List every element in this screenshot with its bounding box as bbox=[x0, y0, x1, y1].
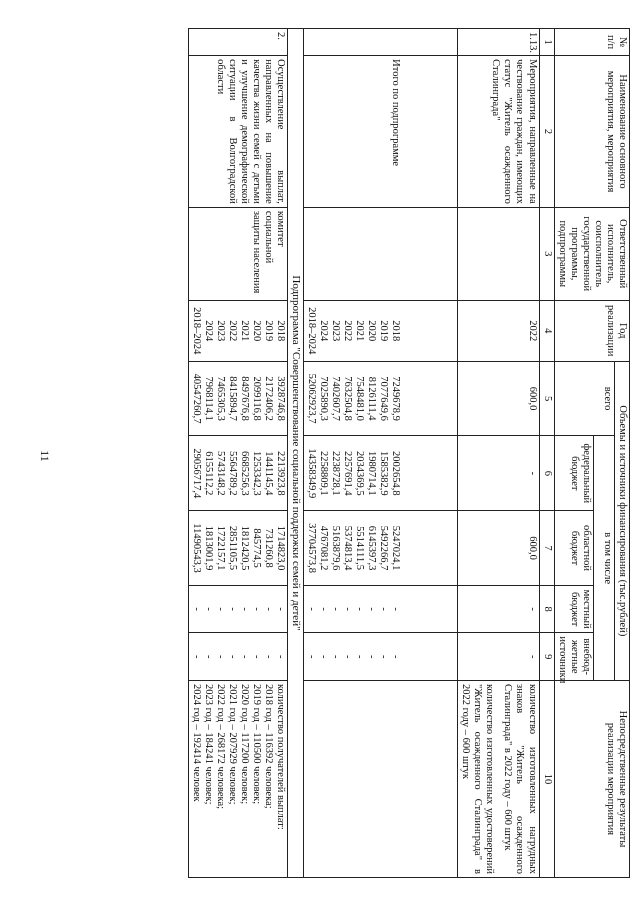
cell-line: 2021 bbox=[354, 320, 365, 342]
cell-line: - bbox=[317, 607, 329, 611]
row-2-total bbox=[188, 361, 288, 436]
cell-line: 731260,8 bbox=[262, 528, 274, 568]
page-number: 11 bbox=[38, 450, 52, 462]
row-113-result-2: количество изготовленных удостоверений "Житель осажденного Сталинграда" в 2022 году – 600 штук bbox=[460, 683, 496, 874]
cell-line: - bbox=[390, 654, 402, 659]
totals-years bbox=[303, 300, 458, 361]
row-2-executor: комитет социальной защиты населения bbox=[188, 207, 288, 300]
column-number: 10 bbox=[539, 680, 554, 877]
cell-line: 1441145,4 bbox=[262, 451, 274, 496]
cell-line: 8415894,7 bbox=[226, 376, 238, 421]
cell-line: 8497676,8 bbox=[238, 376, 250, 421]
cell-line: 7548481,0 bbox=[354, 376, 365, 421]
cell-line: 2002654,8 bbox=[390, 451, 402, 496]
row-113-num: 1.13. bbox=[458, 29, 539, 56]
cell-line: 2019 bbox=[262, 320, 274, 342]
cell-line: 5743148,2 bbox=[214, 451, 226, 496]
cell-line: 2021 год – 207929 человек; bbox=[226, 683, 238, 805]
totals-label: Итого по подпрограмме bbox=[303, 56, 458, 208]
cell-line: 7968114,1 bbox=[202, 376, 214, 421]
row-113-result-1: количество изготовленных нагрудных знаков "Житель осажденного Сталинграда" в 2022 году – 600 штук bbox=[502, 683, 538, 874]
row-113-total: 600,0 bbox=[458, 361, 539, 436]
cell-line: 7025890,3 bbox=[317, 376, 329, 421]
header-in-that: в том числе bbox=[593, 436, 614, 681]
cell-line: - bbox=[226, 654, 238, 659]
row-113-regional: 600,0 bbox=[458, 511, 539, 586]
cell-line: 11490543,3 bbox=[190, 523, 202, 573]
cell-line: 7465305,3 bbox=[214, 376, 226, 421]
cell-line: 2018 bbox=[275, 320, 287, 342]
row-2-num: 2. bbox=[188, 29, 288, 56]
row-113-federal: - bbox=[458, 436, 539, 511]
cell-line: - bbox=[238, 654, 250, 659]
cell-line: 6155112,2 bbox=[202, 451, 214, 496]
cell-line: 2213923,8 bbox=[275, 451, 287, 496]
cell-line: 2034369,5 bbox=[354, 451, 365, 496]
header-regional: областной бюджет bbox=[554, 511, 593, 586]
cell-line: 8126111,4 bbox=[366, 376, 378, 421]
column-number: 3 bbox=[539, 207, 554, 300]
cell-line: 2021 bbox=[238, 320, 250, 342]
table-row bbox=[458, 29, 539, 878]
cell-line: - bbox=[250, 607, 262, 611]
cell-line: - bbox=[275, 607, 287, 611]
table-row bbox=[303, 29, 458, 878]
row-113-executor bbox=[458, 207, 539, 300]
row-2-years bbox=[188, 300, 288, 361]
cell-line: 1585382,9 bbox=[378, 451, 390, 496]
row-2-result-lines bbox=[190, 684, 274, 874]
totals-regional bbox=[303, 511, 458, 586]
cell-line: - bbox=[238, 607, 250, 611]
cell-line: - bbox=[305, 607, 317, 611]
cell-line: 2024 bbox=[202, 320, 214, 342]
column-numbers-row bbox=[539, 29, 554, 878]
cell-line: 7077649,6 bbox=[378, 376, 390, 421]
rotated-page bbox=[30, 28, 630, 898]
cell-line: 2022 bbox=[226, 320, 238, 342]
row-2-results bbox=[188, 680, 288, 877]
subprogram-heading-row bbox=[288, 29, 304, 878]
cell-line: 2022 год – 268172 человека; bbox=[214, 683, 226, 810]
cell-line: 2851105,5 bbox=[226, 525, 238, 571]
cell-line: 2023 bbox=[329, 320, 341, 342]
header-executor: Ответственный исполнитель, соисполнитель государственной программы, подпрограммы bbox=[554, 207, 629, 300]
table-row bbox=[188, 29, 288, 878]
cell-line: - bbox=[366, 607, 378, 611]
header-results: Непосредственные результаты реализации мероприятия bbox=[554, 680, 629, 877]
cell-line: 6685256,3 bbox=[238, 451, 250, 496]
cell-line: 1253342,3 bbox=[250, 451, 262, 496]
cell-line: - bbox=[250, 654, 262, 659]
column-number: 2 bbox=[539, 56, 554, 208]
cell-line: - bbox=[366, 654, 378, 659]
row-113-year: 2022 bbox=[458, 300, 539, 361]
cell-line: 2022 bbox=[341, 320, 353, 342]
header-federal: федеральный бюджет bbox=[554, 436, 593, 511]
header-year: Год реализации bbox=[554, 300, 629, 361]
totals-offbudget bbox=[303, 633, 458, 681]
cell-line: 2023 bbox=[214, 320, 226, 342]
cell-line: 29056717,4 bbox=[190, 448, 202, 499]
cell-line: 2020 год – 117200 человек; bbox=[238, 683, 250, 805]
cell-line: - bbox=[202, 654, 214, 659]
cell-line: 6145397,3 bbox=[366, 525, 378, 571]
totals-executor bbox=[303, 207, 458, 300]
cell-line: 4767081,2 bbox=[317, 525, 329, 571]
cell-line: - bbox=[341, 607, 353, 611]
cell-line: 5163879,6 bbox=[329, 525, 341, 571]
cell-line: 40547260,7 bbox=[190, 373, 202, 424]
totals-results bbox=[303, 680, 458, 877]
column-number: 6 bbox=[539, 436, 554, 511]
cell-line: - bbox=[190, 607, 202, 611]
header-num: № п/п bbox=[554, 29, 629, 56]
cell-line: - bbox=[226, 607, 238, 611]
totals-num bbox=[303, 29, 458, 56]
totals-local bbox=[303, 585, 458, 633]
financing-table bbox=[188, 28, 630, 878]
cell-line: 5514111,5 bbox=[354, 526, 365, 570]
cell-line: 2020 bbox=[366, 320, 378, 342]
row-2-result-title: количество получателей выплат: bbox=[275, 683, 287, 830]
column-number: 4 bbox=[539, 300, 554, 361]
column-number: 8 bbox=[539, 585, 554, 633]
cell-line: 845774,5 bbox=[250, 528, 262, 568]
header-offbudget: внебюд- жетные источники bbox=[554, 633, 593, 681]
cell-line: 2020 bbox=[250, 320, 262, 342]
cell-line: - bbox=[329, 607, 341, 611]
cell-line: - bbox=[214, 607, 226, 611]
cell-line: 2019 bbox=[378, 320, 390, 342]
cell-line: - bbox=[354, 654, 365, 659]
column-number: 9 bbox=[539, 633, 554, 681]
cell-line: - bbox=[378, 654, 390, 659]
cell-line: 7402607,7 bbox=[329, 376, 341, 421]
row-2-federal bbox=[188, 436, 288, 511]
cell-line: 5564789,2 bbox=[226, 451, 238, 496]
cell-line: - bbox=[275, 654, 287, 659]
column-number: 1 bbox=[539, 29, 554, 56]
cell-line: 1812420,5 bbox=[238, 525, 250, 571]
row-2-name: Осуществление выплат, направленных на повышение качества жизни семей с детьми и улучшение демографической ситуации в Волгоградской области bbox=[188, 56, 288, 208]
cell-line: 2018–2024 bbox=[190, 307, 202, 355]
cell-line: 3928746,8 bbox=[275, 376, 287, 421]
cell-line: 5374813,4 bbox=[341, 525, 353, 571]
column-number: 7 bbox=[539, 511, 554, 586]
cell-line: 7632504,8 bbox=[341, 376, 353, 421]
cell-line: 2258809,1 bbox=[317, 451, 329, 496]
cell-line: - bbox=[378, 607, 390, 611]
cell-line: - bbox=[262, 607, 274, 611]
cell-line: - bbox=[262, 654, 274, 659]
cell-line: 2238728,1 bbox=[329, 451, 341, 496]
cell-line: - bbox=[390, 607, 402, 611]
cell-line: 2023 год – 184241 человек; bbox=[202, 683, 214, 805]
cell-line: - bbox=[317, 654, 329, 659]
row-2-offbudget bbox=[188, 633, 288, 681]
cell-line: 7249678,9 bbox=[390, 376, 402, 421]
header-name: Наименование основного мероприятия, мероприятия bbox=[554, 56, 629, 208]
subprogram-title: Подпрограмма "Совершенствование социальной поддержки семей и детей" bbox=[288, 29, 304, 878]
cell-line: 2024 bbox=[317, 320, 329, 342]
cell-line: - bbox=[341, 654, 353, 659]
cell-line: 1980714,1 bbox=[366, 451, 378, 496]
row-113-results bbox=[458, 680, 539, 877]
cell-line: 52062923,7 bbox=[305, 373, 317, 424]
cell-line: - bbox=[354, 607, 365, 611]
cell-line: 5492266,7 bbox=[378, 525, 390, 571]
cell-line: 2172406,2 bbox=[262, 376, 274, 421]
cell-line: 1714823,0 bbox=[275, 525, 287, 571]
header-financing: Объемы и источники финансирования (тыс.рублей) bbox=[614, 361, 629, 680]
cell-line: 2018–2024 bbox=[305, 307, 317, 355]
cell-line: - bbox=[329, 654, 341, 659]
cell-line: 1813001,9 bbox=[202, 525, 214, 571]
cell-line: - bbox=[214, 654, 226, 659]
row-113-local: - bbox=[458, 585, 539, 633]
cell-line: 2018 год – 116392 человека; bbox=[262, 683, 274, 809]
cell-line: 2257691,4 bbox=[341, 451, 353, 496]
cell-line: - bbox=[190, 654, 202, 659]
cell-line: - bbox=[305, 654, 317, 659]
row-113-name: Мероприятия, направленные на чествование граждан, имеющих статус "Житель осажденного Сталинграда" bbox=[458, 56, 539, 208]
cell-line: 5247024,1 bbox=[390, 525, 402, 571]
cell-line: - bbox=[202, 607, 214, 611]
cell-line: 2019 год – 110500 человек; bbox=[250, 683, 262, 805]
row-2-regional bbox=[188, 511, 288, 586]
totals-federal bbox=[303, 436, 458, 511]
row-2-local bbox=[188, 585, 288, 633]
header-total: всего bbox=[554, 361, 614, 436]
cell-line: 2024 год – 192414 человек bbox=[190, 683, 202, 802]
column-number: 5 bbox=[539, 361, 554, 436]
cell-line: 2099116,8 bbox=[250, 376, 262, 421]
header-local: местный бюджет bbox=[554, 585, 593, 633]
cell-line: 14358349,9 bbox=[305, 448, 317, 499]
cell-line: 1722157,1 bbox=[214, 525, 226, 571]
cell-line: 2018 bbox=[390, 320, 402, 342]
totals-total bbox=[303, 361, 458, 436]
row-113-offbudget: - bbox=[458, 633, 539, 681]
cell-line: 37704573,8 bbox=[305, 523, 317, 573]
